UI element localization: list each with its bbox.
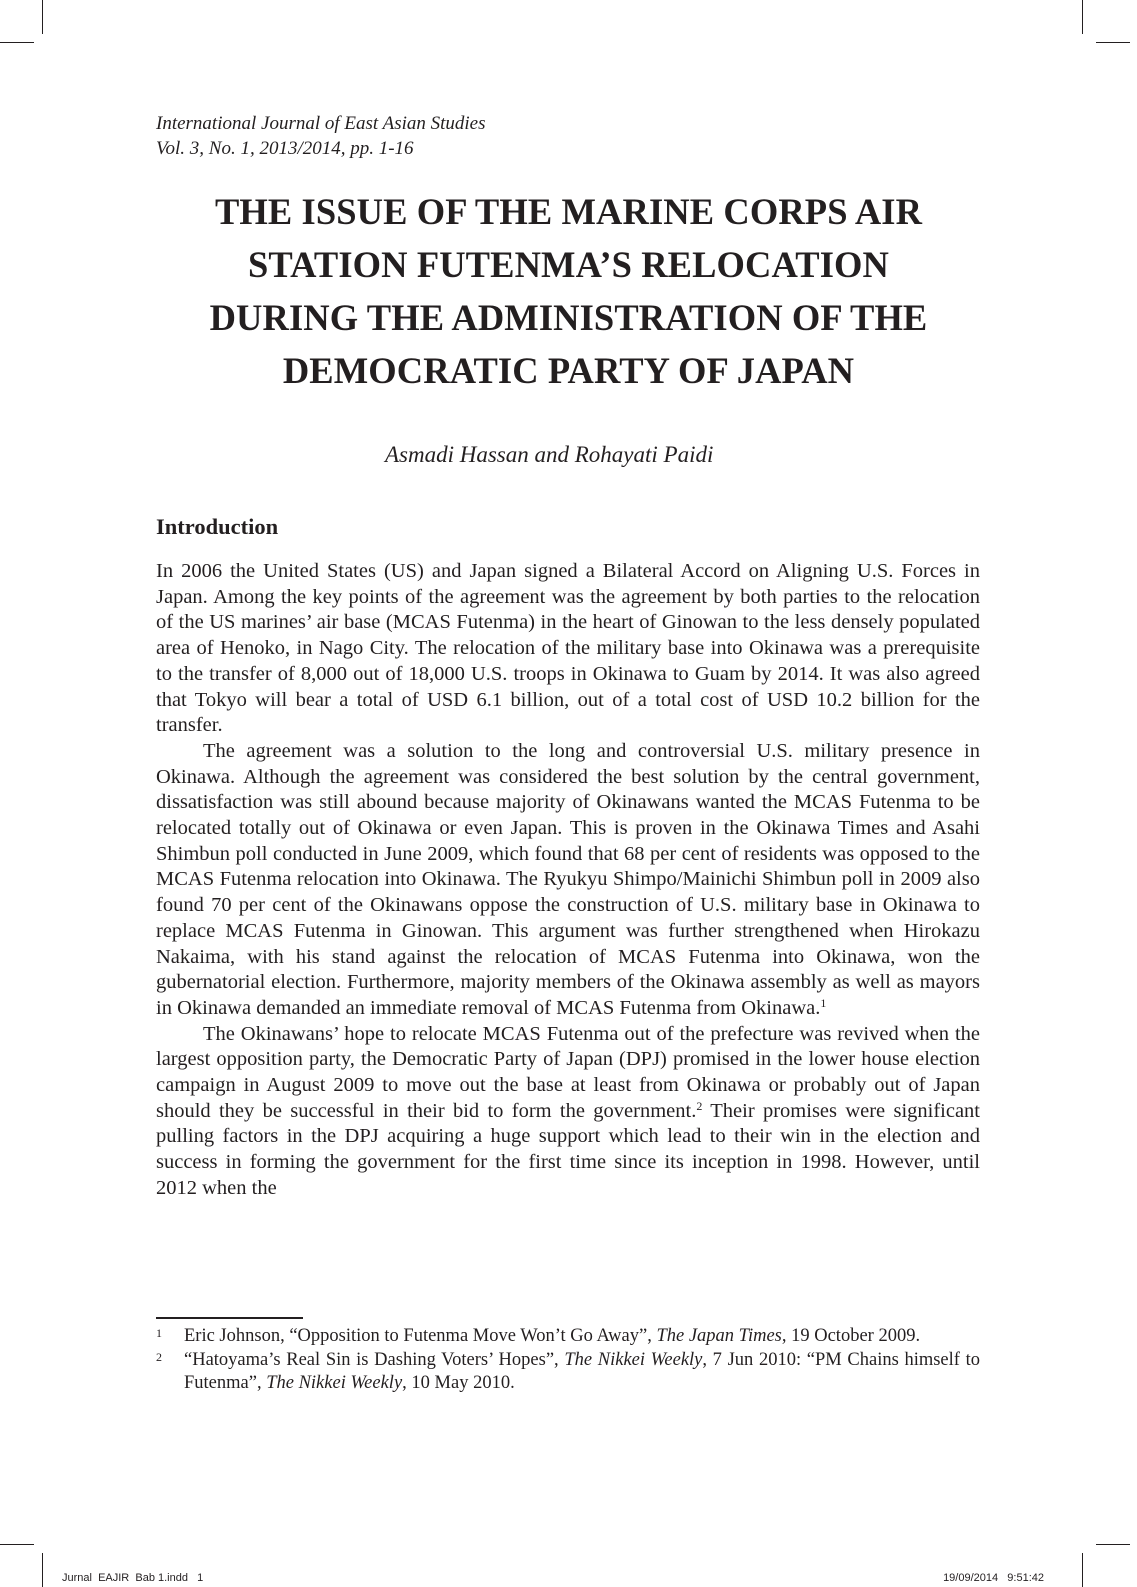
footnote-text: , 10 May 2010. (402, 1373, 515, 1393)
footnotes (156, 1325, 980, 1396)
footnote-ref: 1 (820, 995, 827, 1010)
title-line: DURING THE ADMINISTRATION OF THE (209, 297, 928, 338)
crop-mark (0, 42, 34, 43)
title-line: THE ISSUE OF THE MARINE CORPS AIR (214, 191, 923, 232)
footnote (156, 1349, 980, 1395)
body-text (156, 559, 980, 1202)
paragraph (156, 1022, 980, 1202)
paragraph-text: The agreement was a solution to the long and controversial U.S. military presence in Okinawa. Although the agreement was considered the best solution by the central government, dissatisfaction was still abound because majority of Okinawans wanted the MCAS Futenma to be relocated totally out of Okinawa or even Japan. This is proven in the Okinawa Times and Asahi Shimbun poll conducted in June 2009, which found that 68 per cent of residents was opposed to the MCAS Futenma relocation into Okinawa. The Ryukyu Shimpo/Mainichi Shimbun poll in 2009 also found 70 per cent of the Okinawans oppose the construction of U.S. military base in Okinawa to replace MCAS Futenma in Ginowan. This argument was further strengthened when Hirokazu Nakaima, with his stand against the relocation of MCAS Futenma into Okinawa, won the gubernatorial election. Furthermore, majority members of the Okinawa assembly as well as mayors in Okinawa demanded an immediate removal of MCAS Futenma from Okinawa. (156, 739, 980, 1019)
crop-mark (1096, 1544, 1130, 1545)
footnote-ref: 2 (696, 1098, 703, 1113)
footnote-text: , 7 Jun 2010: “PM Chains himself to Futenma”, (184, 1350, 981, 1393)
crop-mark (1096, 42, 1130, 43)
paragraph-text: The Okinawans’ hope to relocate MCAS Futenma out of the prefecture was revived when the largest opposition party, the Democratic Party of Japan (DPJ) promised in the lower house election campaign in August 2009 to move out the base at least from Okinawa or probably out of Japan should they be successful in their bid to form the government. (156, 1022, 980, 1122)
paragraph (156, 739, 980, 1022)
footnote-text: “Hatoyama’s Real Sin is Dashing Voters’ Hopes”, (184, 1350, 565, 1370)
paragraph (156, 559, 980, 739)
crop-mark (42, 1553, 43, 1587)
authors: Asmadi Hassan and Rohayati Paidi (385, 442, 714, 467)
journal-name: International Journal of East Asian Studies (156, 113, 486, 134)
crop-mark (1082, 1553, 1083, 1587)
paragraph-text: Their promises were significant pulling factors in the DPJ acquiring a huge support which lead to their win in the election and success in forming the government for the first time since its inception in 1998. However, until 2012 when the (156, 1099, 981, 1199)
crop-mark (1082, 0, 1083, 34)
crop-mark (42, 0, 43, 34)
section-heading: Introduction (156, 514, 279, 539)
crop-mark (0, 1544, 34, 1545)
footnote-text: Eric Johnson, “Opposition to Futenma Move Won’t Go Away”, (184, 1326, 657, 1346)
footnote-source: The Japan Times (656, 1326, 782, 1346)
title-line: STATION FUTENMA’S RELOCATION (248, 244, 889, 285)
footnote-source: The Nikkei Weekly (266, 1373, 403, 1393)
footnote (156, 1325, 980, 1348)
footnote-text: , 19 October 2009. (781, 1326, 921, 1346)
title-line: DEMOCRATIC PARTY OF JAPAN (282, 350, 855, 391)
running-header (156, 111, 756, 161)
slug-file: Jurnal EAJIR Bab 1.indd 1 (62, 1572, 204, 1584)
author-line (385, 440, 945, 470)
volume-info: Vol. 3, No. 1, 2013/2014, pp. 1-16 (156, 138, 414, 159)
footnote-number: 1 (156, 1326, 162, 1340)
footnote-number: 2 (156, 1350, 162, 1364)
footnote-source: The Nikkei Weekly (564, 1350, 703, 1370)
paragraph-text: In 2006 the United States (US) and Japan signed a Bilateral Accord on Aligning U.S. Forces in Japan. Among the key points of the agreement was the agreement by both parties to the relocation of the US marines’ air base (MCAS Futenma) in the heart of Ginowan to the less densely populated area of Henoko, in Nago City. The relocation of the military base into Okinawa was a prerequisite to the transfer of 8,000 out of 18,000 U.S. troops in Okinawa to Guam by 2014. It was also agreed that Tokyo will bear a total of USD 6.1 billion, out of a total cost of USD 10.2 billion for the transfer. (156, 560, 980, 737)
footnote-divider (156, 1317, 303, 1319)
article-title (160, 185, 977, 397)
slug-timestamp: 19/09/2014 9:51:42 (943, 1572, 1044, 1584)
